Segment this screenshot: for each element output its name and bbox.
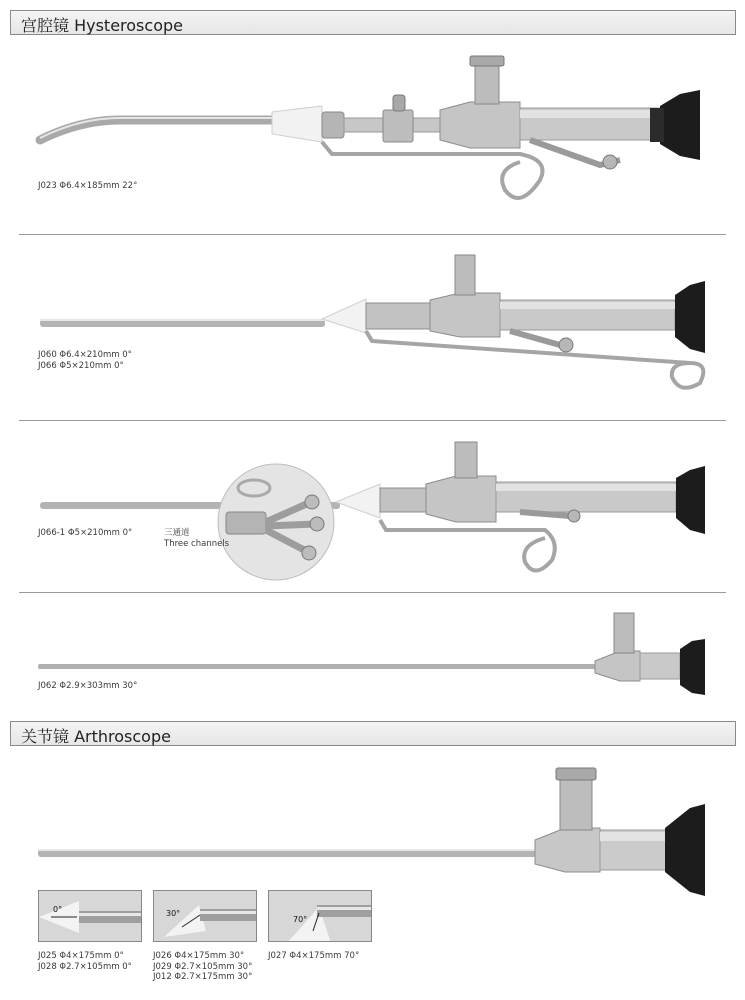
divider [19, 592, 726, 593]
spec-line: J066 Φ5×210mm 0° [38, 360, 124, 371]
spec-line: J025 Φ4×175mm 0° [38, 951, 124, 961]
spec-j062 [38, 681, 137, 692]
channel-note [164, 528, 229, 549]
tip-diagram-0 [38, 890, 142, 942]
section-header-arthroscope [10, 721, 736, 746]
tip-diagram-70 [268, 890, 372, 942]
tip-diagram-30 [153, 890, 257, 942]
divider [19, 420, 726, 421]
tip-angle-label: 70° [293, 915, 308, 924]
spec-j066-1 [38, 528, 132, 539]
three-channel-detail-image [216, 462, 336, 582]
section-title: 关节镜 Arthroscope [21, 727, 171, 746]
spec-j060-j066 [38, 350, 132, 371]
spec-line: J028 Φ2.7×105mm 0° [38, 961, 132, 972]
spec-line: J066-1 Φ5×210mm 0° [38, 528, 133, 538]
spec-tip-0 [38, 951, 132, 972]
spec-line: J026 Φ4×175mm 30° [153, 951, 245, 961]
spec-line: J062 Φ2.9×303mm 30° [38, 681, 138, 691]
section-header-hysteroscope [10, 10, 736, 35]
tip-angle-label: 30° [166, 909, 181, 918]
spec-line: J060 Φ6.4×210mm 0° [38, 350, 132, 360]
spec-line: J012 Φ2.7×175mm 30° [153, 972, 253, 982]
hysteroscope-image-j060 [0, 245, 745, 425]
tip-angle-label: 0° [53, 905, 63, 914]
spec-line: J029 Φ2.7×105mm 30° [153, 961, 253, 972]
spec-tip-30 [153, 951, 252, 983]
hysteroscope-image-j066-1 [0, 430, 745, 605]
channel-en: Three channels [164, 538, 230, 549]
spec-j023 [38, 181, 137, 192]
channel-cn: 三通道 [164, 528, 190, 538]
arthroscope-image [0, 760, 745, 910]
spec-line: J027 Φ4×175mm 70° [268, 951, 360, 961]
spec-tip-70 [268, 951, 359, 962]
divider [19, 234, 726, 235]
spec-line: J023 Φ6.4×185mm 22° [38, 181, 138, 191]
section-title: 宫腔镜 Hysteroscope [21, 16, 183, 35]
